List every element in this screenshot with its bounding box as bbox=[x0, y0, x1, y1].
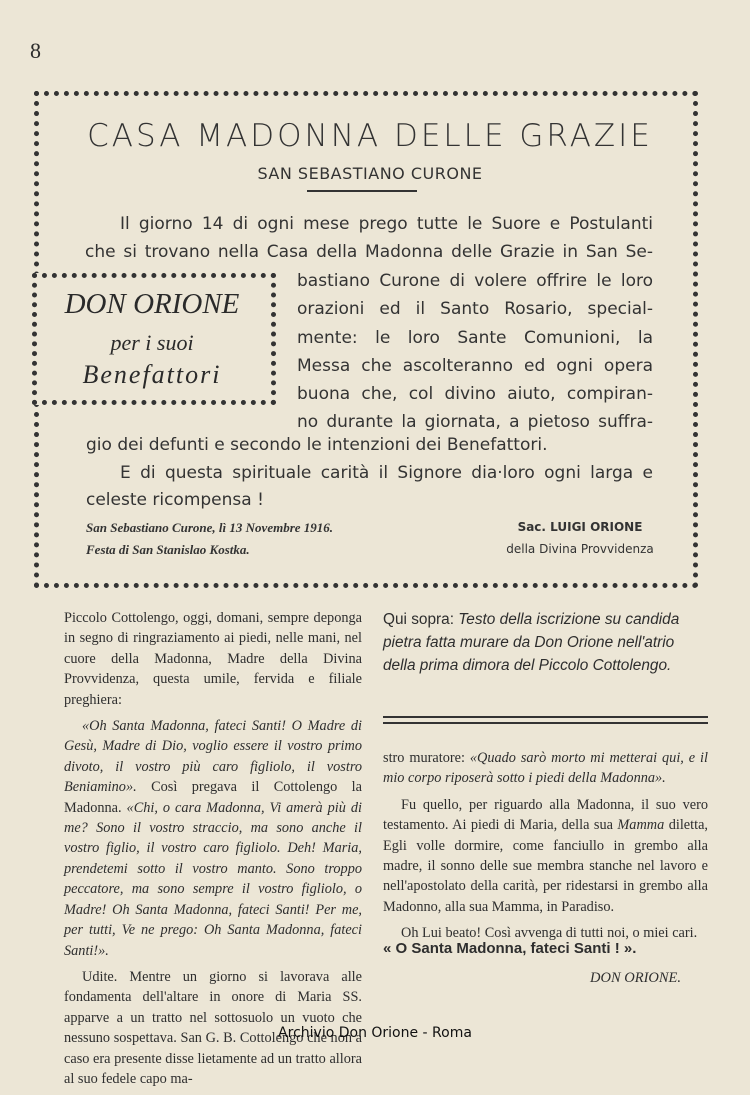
inset-per: per i suoi bbox=[110, 330, 194, 355]
inscription-line: orazioni ed il Santo Rosario, special- bbox=[297, 299, 653, 319]
caption-lead: Qui sopra: bbox=[383, 611, 459, 628]
paragraph: Udite. Mentre un giorno si lavorava alle fondamenta dell'altare in onore di Maria SS. apparve a un tratto nel sottosuolo un vuoto che nessuno sospettava. San G. B. Cottolengo che non a caso era presente disse lietamente ad un tratto allora al suo fedele capo ma- bbox=[64, 968, 362, 1087]
inscription-line: gio dei defunti e secondo le intenzioni dei Benefattori. bbox=[86, 435, 548, 455]
paragraph bbox=[64, 716, 362, 961]
signoff: DON ORIONE. bbox=[590, 970, 682, 986]
prayer-quote: «Oh Santa Madonna, fateci Santi! O Madre di Gesù, Madre di Dio, voglio essere il vostro primo divoto, il vostro più caro figliolo, il vostro Beniamino». bbox=[64, 718, 362, 796]
inscription-line: bastiano Curone di volere offrire le loro bbox=[297, 271, 653, 291]
paragraph: Piccolo Cottolengo, oggi, domani, sempre deponga in segno di ringraziamento ai piedi, nelle mani, nel cuore della Madonna, Madre della Divina Provvidenza, questa umile, fervida e filiale preghiera: bbox=[64, 610, 362, 708]
caption-text: Testo della iscrizione su candida pietra fatta murare da Don Orione nell'atrio della prima dimora del Piccolo Cottolengo. bbox=[383, 611, 680, 674]
paragraph-italic: Mamma bbox=[617, 817, 665, 834]
caption-rule bbox=[383, 716, 708, 718]
inscription-line: buona che, col divino aiuto, compiran- bbox=[297, 384, 653, 404]
title-divider bbox=[307, 190, 417, 192]
inset-benefattori: Benefattori bbox=[82, 360, 222, 389]
paragraph bbox=[383, 795, 708, 917]
motto: « O Santa Madonna, fateci Santi ! ». bbox=[383, 940, 637, 957]
cottolengo-quote: «Quado sarò morto mi metterai qui, e il mio corpo riposerà sotto i piedi della Madonna». bbox=[383, 750, 708, 787]
signature: Sac. LUIGI ORIONE bbox=[517, 520, 643, 534]
page-number: 8 bbox=[30, 38, 41, 63]
inscription-line: Messa che ascolteranno ed ogni opera bbox=[297, 356, 653, 376]
inscription-title: CASA MADONNA DELLE GRAZIE bbox=[87, 118, 653, 154]
signature-sub: della Divina Provvidenza bbox=[506, 542, 654, 556]
inscription-subtitle: SAN SEBASTIANO CURONE bbox=[257, 164, 483, 183]
paragraph-text: diletta, Egli volle dormire, come fanciullo in grembo alla madre, il sonno delle sue membra stanche nel lavoro e nell'apostolato della carità, per ridestarsi in grembo alla Madonno, alla sua Mamma, in Paradiso. bbox=[383, 817, 708, 915]
left-column bbox=[64, 608, 362, 1095]
archive-footer: Archivio Don Orione - Roma bbox=[278, 1025, 472, 1041]
prayer-quote: «Chi, o cara Madonna, Vi amerà più di me? Sono il vostro straccio, ma sono anche il vostro figlio, il vostro caro figliolo. Deh! Maria, prendetemi sotto il vostro manto. Sono troppo peccatore, ma sono sempre il vostro figliolo, o Madre! Oh Santa Madonna, fateci Santi! Per me, per tutti, Ve ne prego: Oh Santa Madonna, fateci Santi!». bbox=[64, 799, 362, 959]
inscription-line: no durante la giornata, a pietoso suffra- bbox=[297, 412, 653, 432]
paragraph: Oh Lui beato! Così avvenga di tutti noi, o miei cari. bbox=[401, 925, 698, 942]
paragraph-text: Fu quello, per riguardo alla Madonna, il suo vero testamento. Ai piedi di Maria, della sua bbox=[383, 796, 708, 834]
inscription-line: celeste ricompensa ! bbox=[86, 490, 264, 510]
photo-caption bbox=[383, 608, 708, 677]
inscription-line: che si trovano nella Casa della Madonna delle Grazie in San Se- bbox=[85, 242, 653, 262]
right-column bbox=[383, 748, 708, 950]
paragraph bbox=[383, 748, 708, 789]
place-date: San Sebastiano Curone, lì 13 Novembre 1916. bbox=[86, 520, 334, 535]
inscription-line: E di questa spirituale carità il Signore dia·loro ogni larga e bbox=[120, 463, 653, 483]
paragraph-text: stro muratore: bbox=[383, 750, 470, 766]
caption-rule bbox=[383, 722, 708, 724]
inscription-line: Il giorno 14 di ogni mese prego tutte le Suore e Postulanti bbox=[120, 214, 653, 234]
feast-day: Festa di San Stanislao Kostka. bbox=[86, 542, 250, 557]
paragraph-text: Così pregava il Cottolengo la Madonna. bbox=[64, 779, 362, 816]
inset-name: DON ORIONE bbox=[64, 288, 240, 320]
inscription-line: mente: le loro Sante Comunioni, la bbox=[297, 328, 653, 348]
